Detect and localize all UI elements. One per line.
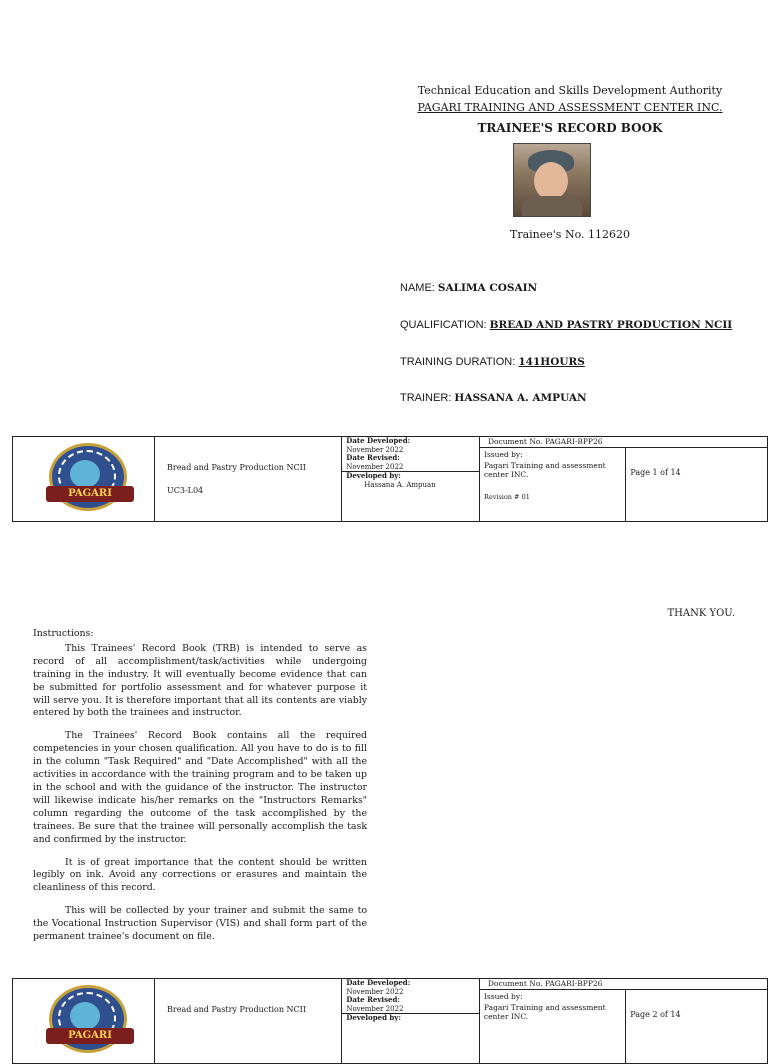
name-field: NAME: SALIMA COSAIN — [400, 282, 538, 294]
instructions-paragraph: This will be collected by your trainer and submit the same to the Vocational Instruction Supervisor (VIS) and shall form part of the permanent trainee's document on file. — [33, 905, 367, 943]
duration-field: TRAINING DURATION: 141HOURS — [400, 356, 585, 368]
instructions-paragraph: This Trainees' Record Book (TRB) is intended to serve as record of all accomplishment/task/activities while undergoing training in the industry. It will eventually become evidence that can be submitted for portfolio assessment and for whatever purpose it will serve you. It is therefore important that all its contents are viably entered by both the trainees and instructor. — [33, 642, 367, 719]
pagari-logo-icon: PAGARI — [49, 985, 127, 1053]
trainer-field: TRAINER: HASSANA A. AMPUAN — [400, 392, 587, 404]
instructions-block — [33, 628, 367, 954]
document-header-table-page2: PAGARI Bread and Pastry Production NCII Date Developed: November 2022 Date Revised: November 2022 Developed by: Document No. PAGARI-BPP26 Issued by: Pagari Training and assessment center INC. Page 2 of 14 — [12, 978, 768, 1064]
course-cell — [154, 437, 341, 522]
unit-code: UC3-L04 — [166, 486, 204, 495]
trainer-value: HASSANA A. AMPUAN — [454, 392, 587, 404]
document-number: Document No. PAGARI-BPP26 — [479, 437, 767, 448]
qualification-value: BREAD AND PASTRY PRODUCTION NCII — [489, 319, 733, 331]
course-title: Bread and Pastry Production NCII — [166, 463, 306, 472]
instructions-paragraph: It is of great importance that the content should be written legibly on ink. Avoid any corrections or erasures and maintain the cleanliness of this record. — [33, 856, 367, 894]
page-number: Page 2 of 14 — [626, 990, 768, 1064]
thank-you-text: THANK YOU. — [667, 608, 735, 619]
instructions-paragraph: The Trainees' Record Book contains all the required competencies in your chosen qualification. All you have to do is to fill in the column "Task Required" and "Date Accomplished" with all the activities in accordance with the training program and to be taken up in the school and with the guidance of the instructor. The instructor will likewise indicate his/her remarks on the "Instructors Remarks" column regarding the outcome of the task accomplished by the trainees. Be sure that the trainee will personally accomplish the task and confirmed by the instructor. — [33, 730, 367, 845]
revision-number: Revision # 01 — [483, 493, 530, 501]
dates-cell: Date Developed: November 2022 Date Revised: November 2022 Developed by: Hassana A. Ampuan — [342, 437, 480, 522]
trainee-photo — [513, 143, 591, 217]
document-header-table — [12, 436, 768, 522]
qualification-field: QUALIFICATION: BREAD AND PASTRY PRODUCTION NCII — [400, 319, 733, 331]
logo-cell — [13, 437, 155, 522]
authority-name: Technical Education and Skills Development Authority — [417, 84, 723, 97]
pagari-logo-icon: PAGARI — [49, 443, 127, 511]
document-number: Document No. PAGARI-BPP26 — [479, 979, 767, 990]
duration-value: 141HOURS — [518, 356, 585, 368]
trainee-number: Trainee's No. 112620 — [510, 228, 630, 241]
training-center-name: PAGARI TRAINING AND ASSESSMENT CENTER INC. — [417, 101, 723, 114]
course-title: Bread and Pastry Production NCII — [167, 1005, 306, 1014]
name-value: SALIMA COSAIN — [437, 282, 538, 294]
page-number: Page 1 of 14 — [626, 448, 768, 522]
issued-cell: Issued by: Pagari Training and assessment center INC. Revision # 01 — [479, 448, 625, 522]
book-title: TRAINEE'S RECORD BOOK — [477, 121, 663, 135]
instructions-heading: Instructions: — [33, 628, 94, 639]
